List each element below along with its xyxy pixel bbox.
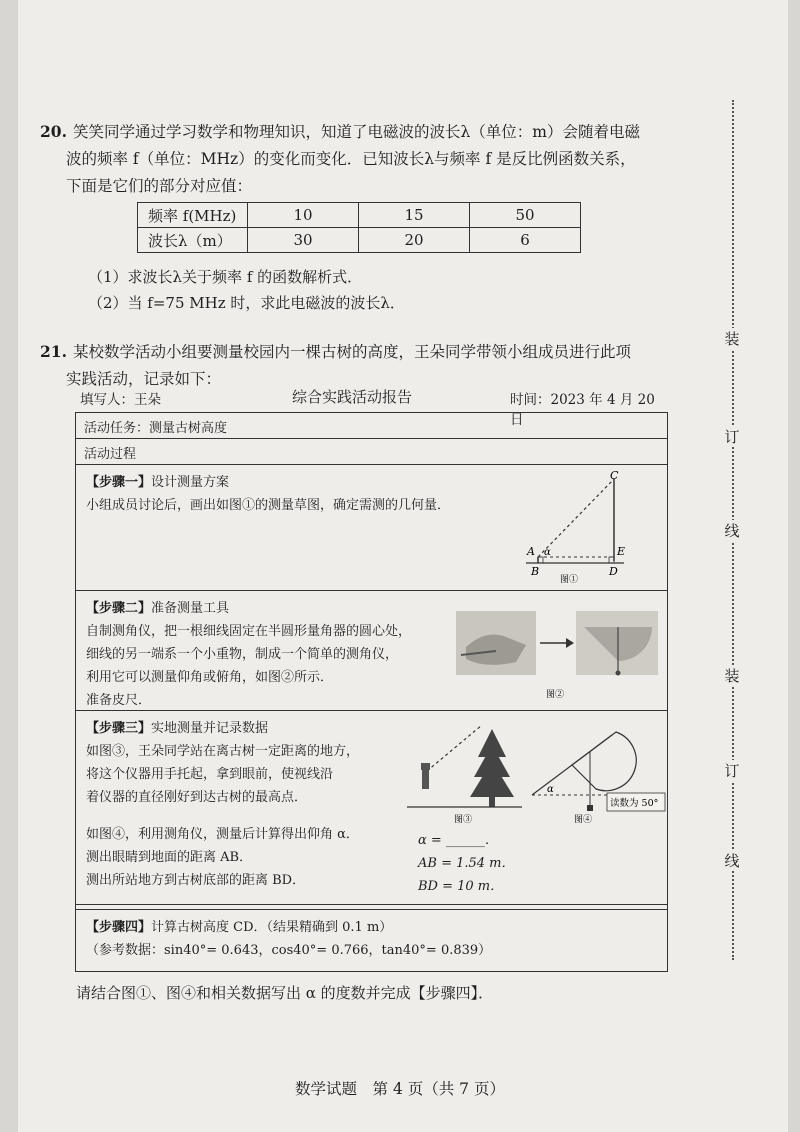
frequency-wavelength-table: [137, 202, 581, 253]
question-20: [40, 118, 680, 200]
question-number: 21.: [40, 342, 67, 361]
angle-label: α: [547, 784, 554, 795]
step-text: 利用它可以测量仰角或俯角，如图②所示．: [86, 670, 334, 685]
table-cell: 6: [470, 228, 581, 253]
table-header-cell: 波长λ（m）: [138, 228, 248, 253]
table-row: [138, 203, 581, 228]
step-text: 如图③，王朵同学站在离古树一定距离的地方，: [86, 744, 360, 759]
step-3: [76, 711, 667, 905]
step-4: [76, 909, 667, 971]
step-text: 测出眼睛到地面的距离 AB．: [86, 850, 253, 865]
step-text: 准备皮尺．: [86, 693, 152, 708]
step-title: 【步骤三】: [86, 721, 152, 736]
report-header: [80, 388, 660, 428]
question-text-line: 笑笑同学通过学习数学和物理知识，知道了电磁波的波长λ（单位：m）会随着电磁: [72, 123, 640, 141]
table-cell: 10: [248, 203, 359, 228]
margin-char: 订: [720, 426, 744, 447]
step-text: 将这个仪器用手托起，拿到眼前，使视线沿: [86, 767, 334, 782]
figure-1: [516, 469, 656, 587]
question-number: 20.: [40, 122, 67, 141]
angle-label: α: [544, 547, 551, 558]
step-text: 着仪器的直径刚好到达古树的最高点．: [86, 790, 308, 805]
margin-char: 装: [720, 328, 744, 349]
figure-3-4: [402, 715, 667, 827]
step-name: 计算古树高度 CD．（结果精确到 0.1 m）: [151, 920, 393, 935]
step-title: 【步骤二】: [86, 601, 152, 616]
activity-report: [75, 412, 668, 972]
report-filler: 填写人：王朵: [80, 392, 161, 408]
question-text-line: 实践活动，记录如下：: [66, 370, 222, 388]
point-label-b: B: [531, 565, 540, 578]
table-header-cell: 频率 f(MHz): [138, 203, 248, 228]
figure-caption: 图③: [454, 815, 473, 825]
page-footer: 数学试题 第 4 页（共 7 页）: [295, 1080, 505, 1098]
report-task: 活动任务：测量古树高度: [76, 413, 667, 439]
margin-char: 订: [720, 760, 744, 781]
sub-question-2: （2）当 f=75 MHz 时，求此电磁波的波长λ．: [88, 294, 405, 312]
point-label-d: D: [609, 565, 618, 578]
reading-label: 读数为 50°: [610, 798, 659, 809]
question-text-line: 波的频率 f（单位：MHz）的变化而变化．已知波长λ与频率 f 是反比例函数关系，: [66, 150, 636, 168]
step-1: [76, 465, 667, 591]
step-text: 测出所站地方到古树底部的距离 BD．: [86, 873, 306, 888]
margin-char: 线: [720, 520, 744, 541]
alpha-value: α = ______．: [418, 833, 498, 848]
step-name: 设计测量方案: [151, 475, 230, 490]
step-title: 【步骤一】: [86, 475, 152, 490]
step-title: 【步骤四】: [86, 920, 152, 935]
table-cell: 50: [470, 203, 581, 228]
step-name: 准备测量工具: [151, 601, 230, 616]
figure-2: [456, 607, 661, 707]
table-cell: 20: [359, 228, 470, 253]
margin-char: 线: [720, 850, 744, 871]
ab-value: AB = 1.54 m．: [418, 856, 515, 871]
step-2: [76, 591, 667, 711]
step-text: 细线的另一端系一个小重物，制成一个简单的测角仪，: [86, 647, 399, 662]
point-label-a: A: [527, 545, 535, 558]
step-text: 小组成员讨论后，画出如图①的测量草图，确定需测的几何量．: [86, 498, 451, 513]
margin-char: 装: [720, 665, 744, 686]
table-cell: 15: [359, 203, 470, 228]
bd-value: BD = 10 m．: [418, 879, 504, 894]
report-process: 活动过程: [76, 439, 667, 465]
question-21: [40, 338, 680, 393]
sub-question-1: （1）求波长λ关于频率 f 的函数解析式．: [88, 268, 363, 286]
point-label-c: C: [610, 469, 619, 482]
table-row: [138, 228, 581, 253]
final-instruction: 请结合图①、图④和相关数据写出 α 的度数并完成【步骤四】．: [76, 984, 494, 1002]
step-reference: （参考数据：sin40°= 0.643，cos40°= 0.766，tan40°= 0.839）: [86, 943, 492, 958]
figure-caption: 图④: [574, 815, 593, 825]
figure-caption: 图①: [560, 575, 579, 585]
report-time: 时间：2023 年 4 月 20 日: [510, 392, 655, 428]
table-cell: 30: [248, 228, 359, 253]
report-title: 综合实践活动报告: [292, 388, 413, 406]
question-text-line: 下面是它们的部分对应值：: [66, 177, 253, 195]
question-text-line: 某校数学活动小组要测量校园内一棵古树的高度，王朵同学带领小组成员进行此项: [72, 343, 631, 361]
step-text: 如图④，利用测角仪，测量后计算得出仰角 α．: [86, 827, 359, 842]
figure-caption: 图②: [546, 690, 565, 700]
step-name: 实地测量并记录数据: [151, 721, 269, 736]
measurement-values: [418, 829, 515, 898]
step-text: 自制测角仪，把一根细线固定在半圆形量角器的圆心处，: [86, 624, 412, 639]
point-label-e: E: [617, 545, 626, 558]
